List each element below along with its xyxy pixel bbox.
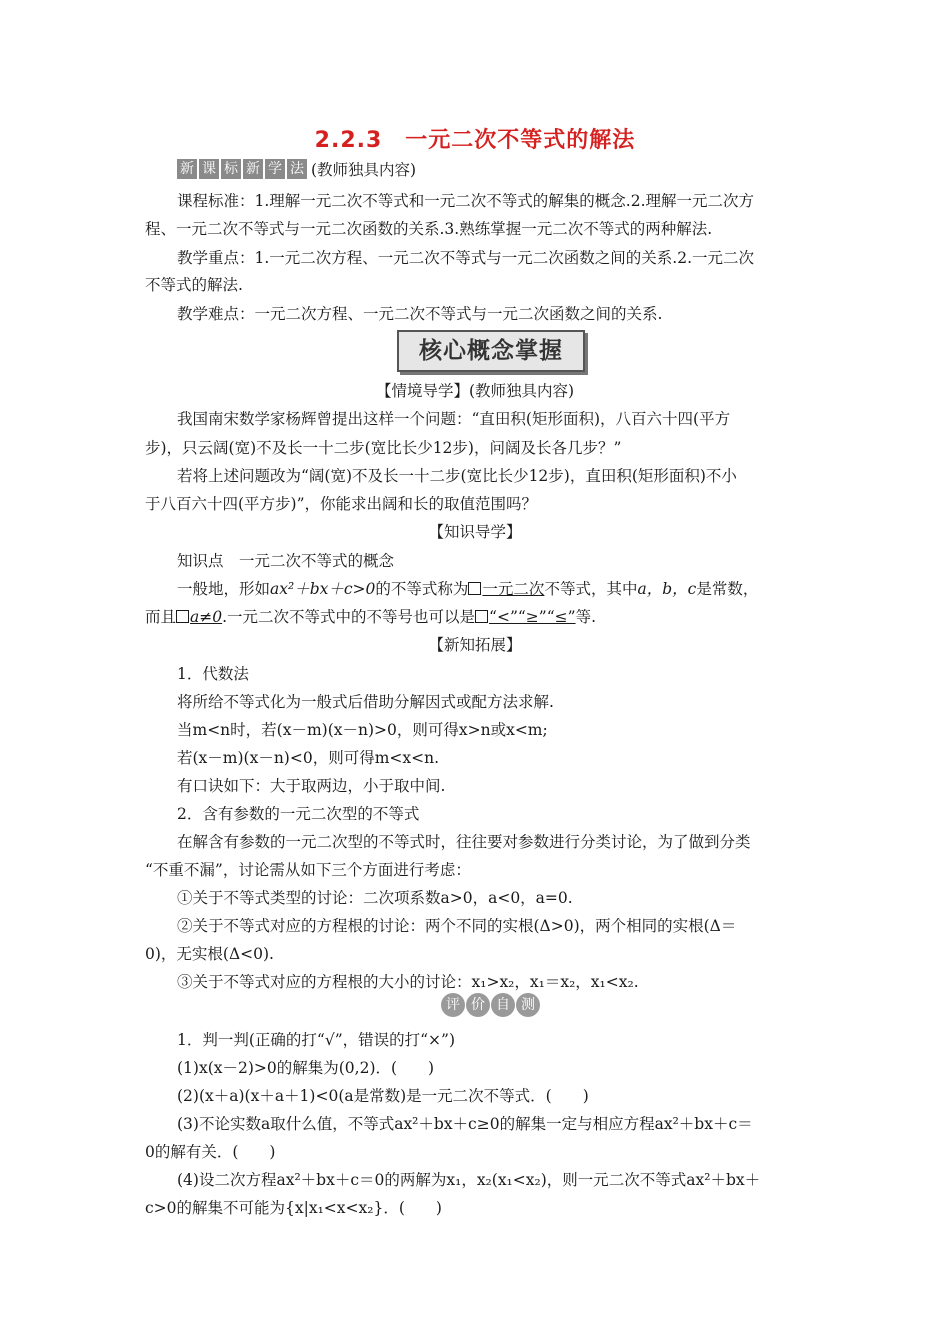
blank-box-icon (176, 610, 189, 623)
discussion-item: 0)，无实根(Δ<0). (145, 945, 274, 963)
knowledge-heading: 【知识导学】 (428, 523, 522, 541)
subsection-title: 2．含有参数的一元二次型的不等式 (177, 805, 420, 823)
core-concept-banner: 核心概念掌握 (397, 330, 585, 372)
key-points-line: 教学重点：1.一元二次方程、一元二次不等式与一元二次函数之间的关系.2.一元二次 (177, 249, 755, 267)
definition-text: 不等式，其中 (544, 580, 638, 598)
knowledge-point: 知识点 一元二次不等式的概念 (177, 552, 395, 570)
discussion-item: ①关于不等式类型的讨论：二次项系数a>0，a<0，a=0. (177, 889, 573, 907)
definition-text: 是常数， (696, 580, 759, 598)
coefficients: a，b，c (637, 580, 697, 598)
exercise-item: (2)(x＋a)(x＋a＋1)<0(a是常数)是一元二次不等式．( ) (177, 1087, 589, 1105)
method-text: 有口诀如下：大于取两边，小于取中间. (177, 777, 446, 795)
definition-line: 而且 a≠0.一元二次不等式中的不等号也可以是 “<”“≥”“≤”等. (145, 608, 596, 626)
badge-char: 自 (491, 993, 515, 1017)
difficulty-line: 教学难点：一元二次方程、一元二次不等式与一元二次函数之间的关系. (177, 305, 663, 323)
key-points-line: 不等式的解法. (145, 276, 243, 294)
situation-paragraph: 步)，只云阔(宽)不及长一十二步(宽比长少12步)，问阔及长各几步？” (145, 439, 622, 457)
expand-heading: 【新知拓展】 (428, 636, 522, 654)
tag-char: 新 (177, 159, 197, 179)
tag-char: 标 (221, 159, 241, 179)
tag-char: 课 (199, 159, 219, 179)
self-assessment-badge (441, 993, 541, 1017)
method-text: 若(x－m)(x－n)<0，则可得m<x<n. (177, 749, 440, 767)
blank-box-icon (468, 582, 481, 595)
definition-text: 一般地，形如 (177, 580, 271, 598)
fill-blank-answer: a≠0 (176, 608, 222, 626)
definition-line (177, 579, 817, 599)
badge-char: 评 (441, 993, 465, 1017)
situation-heading: 【情境导学】(教师独具内容) (375, 382, 575, 400)
tag-char: 法 (287, 159, 307, 179)
exercise-item: (3)不论实数a取什么值，不等式ax²＋bx＋c≥0的解集一定与相应方程ax²＋bx＋c＝ (177, 1115, 753, 1133)
method-text: “不重不漏”，讨论需从如下三个方面进行考虑： (145, 861, 471, 879)
exercise-item: c>0的解集不可能为{x|x₁<x<x₂}．( ) (145, 1199, 442, 1217)
method-text: 将所给不等式化为一般式后借助分解因式或配方法求解. (177, 693, 554, 711)
discussion-item: ③关于不等式对应的方程根的大小的讨论：x₁>x₂，x₁＝x₂，x₁<x₂. (177, 973, 639, 991)
inequality-expression: ax²＋bx＋c>0 (270, 580, 376, 598)
subsection-title: 1．代数法 (177, 665, 249, 683)
badge-char: 价 (466, 993, 490, 1017)
teacher-only-note: (教师独具内容) (311, 161, 417, 179)
new-curriculum-tag-row (177, 158, 416, 180)
method-text: 当m<n时，若(x－m)(x－n)>0，则可得x>n或x<m; (177, 721, 548, 739)
standards-line: 课程标准：1.理解一元二次不等式和一元二次不等式的解集的概念.2.理解一元二次方 (177, 192, 755, 210)
method-text: 在解含有参数的一元二次型的不等式时，往往要对参数进行分类讨论，为了做到分类 (177, 833, 751, 851)
discussion-item: ②关于不等式对应的方程根的讨论：两个不同的实根(Δ>0)，两个相同的实根(Δ＝ (177, 917, 737, 935)
exercise-item: 0的解有关．( ) (145, 1143, 276, 1161)
situation-paragraph: 于八百六十四(平方步)”，你能求出阔和长的取值范围吗？ (145, 495, 538, 513)
badge-char: 测 (516, 993, 540, 1017)
fill-blank-answer: 一元二次 (468, 580, 544, 598)
tag-char: 新 (243, 159, 263, 179)
exercise-item: (1)x(x－2)>0的解集为(0,2)．( ) (177, 1059, 435, 1077)
section-title: 2.2.3 一元二次不等式的解法 (314, 128, 636, 153)
fill-blank-answer: “<”“≥”“≤” (475, 608, 576, 626)
exercise-item: (4)设二次方程ax²＋bx＋c＝0的两解为x₁，x₂(x₁<x₂)，则一元二次不等式ax²＋bx＋ (177, 1171, 761, 1189)
exercise-prompt: 1．判一判(正确的打“√”，错误的打“×”) (177, 1031, 456, 1049)
tag-char: 学 (265, 159, 285, 179)
blank-box-icon (475, 610, 488, 623)
standards-line: 程、一元二次不等式与一元二次函数的关系.3.熟练掌握一元二次不等式的两种解法. (145, 220, 713, 238)
situation-paragraph: 我国南宋数学家杨辉曾提出这样一个问题：“直田积(矩形面积)，八百六十四(平方 (177, 410, 731, 428)
situation-paragraph: 若将上述问题改为“阔(宽)不及长一十二步(宽比长少12步)，直田积(矩形面积)不小 (177, 467, 737, 485)
definition-text: 的不等式称为 (375, 580, 469, 598)
